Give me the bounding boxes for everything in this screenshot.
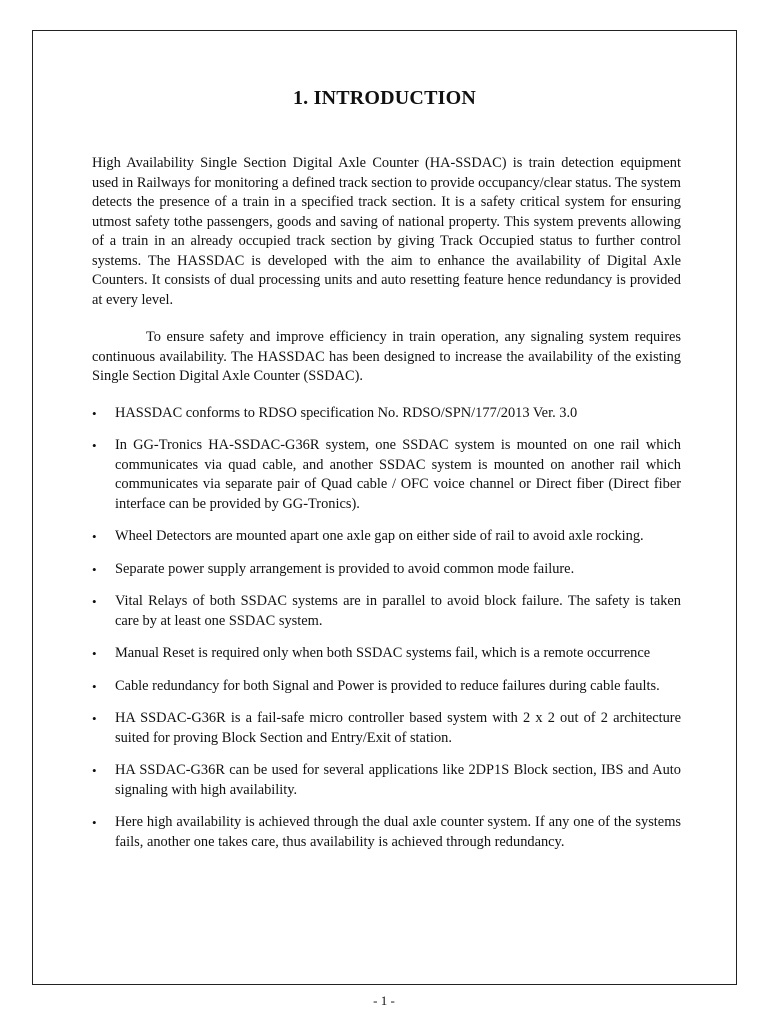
document-body [92, 154, 681, 865]
page-number: - 1 - [373, 993, 395, 1008]
bullet-icon: • [92, 529, 97, 544]
list-item-text: Wheel Detectors are mounted apart one axle gap on either side of rail to avoid axle rocking. [115, 528, 644, 544]
list-item-text: Vital Relays of both SSDAC systems are in parallel to avoid block failure. The safety is taken care by at least one SSDAC system. [115, 593, 681, 629]
list-item [92, 527, 681, 547]
bullet-icon: • [92, 594, 97, 609]
list-item [92, 761, 681, 800]
bullet-icon: • [92, 646, 97, 661]
bullet-icon: • [92, 405, 97, 421]
bullet-icon: • [92, 561, 97, 577]
list-item-text: Separate power supply arrangement is provided to avoid common mode failure. [115, 560, 575, 577]
bullet-icon: • [92, 711, 97, 726]
availability-paragraph: To ensure safety and improve efficiency in train operation, any signaling system requires continuous availability. The HASSDAC has been designed to increase the availability of the existing Single Section Digital Axle Counter (SSDAC). [92, 329, 681, 384]
list-item [92, 644, 681, 664]
list-item [92, 709, 681, 748]
list-item-text: In GG-Tronics HA-SSDAC-G36R system, one SSDAC system is mounted on one rail which communicates via quad cable, and another SSDAC system is mounted on another rail which communicates via separate pair of Quad cable / OFC voice channel or Direct fiber (Direct fiber interface can be provided by GG-Tronics). [115, 437, 681, 512]
page-title: 1. INTRODUCTION [292, 87, 477, 109]
list-item-text: HA SSDAC-G36R is a fail-safe micro controller based system with 2 x 2 out of 2 architecture suited for proving Block Section and Entry/Exit of station. [115, 710, 681, 746]
list-item [92, 677, 681, 697]
intro-paragraph: High Availability Single Section Digital Axle Counter (HA-SSDAC) is train detection equipment used in Railways for monitoring a defined track section to provide occupancy/clear status. The system detects the presence of a train in a specified track section. It is a safety critical system for ensuring utmost safety tothe passengers, goods and saving of national property. This system prevents allowing of a train in an already occupied track section by giving Track Occupied status to further control systems. The HASSDAC is developed with the aim to enhance the availability of Digital Axle Counters. It consists of dual processing units and auto resetting feature hence redundancy is provided at every level. [92, 155, 681, 308]
list-item-text: Manual Reset is required only when both SSDAC systems fail, which is a remote occurrence [115, 645, 651, 661]
list-item-text: HASSDAC conforms to RDSO specification No. RDSO/SPN/177/2013 Ver. 3.0 [115, 404, 578, 421]
list-item-text: Here high availability is achieved through the dual axle counter system. If any one of the systems fails, another one takes care, thus availability is achieved through redundancy. [115, 814, 681, 850]
bullet-icon: • [92, 815, 97, 830]
list-item-text: Cable redundancy for both Signal and Power is provided to reduce failures during cable faults. [115, 677, 660, 694]
list-item [92, 560, 681, 580]
list-item [92, 592, 681, 631]
bullet-icon: • [92, 763, 97, 778]
list-item [92, 813, 681, 852]
feature-list [92, 404, 681, 853]
list-item-text: HA SSDAC-G36R can be used for several applications like 2DP1S Block section, IBS and Auto signaling with high availability. [115, 762, 681, 798]
bullet-icon: • [92, 678, 97, 694]
list-item [92, 404, 681, 424]
bullet-icon: • [92, 438, 97, 453]
list-item [92, 436, 681, 514]
